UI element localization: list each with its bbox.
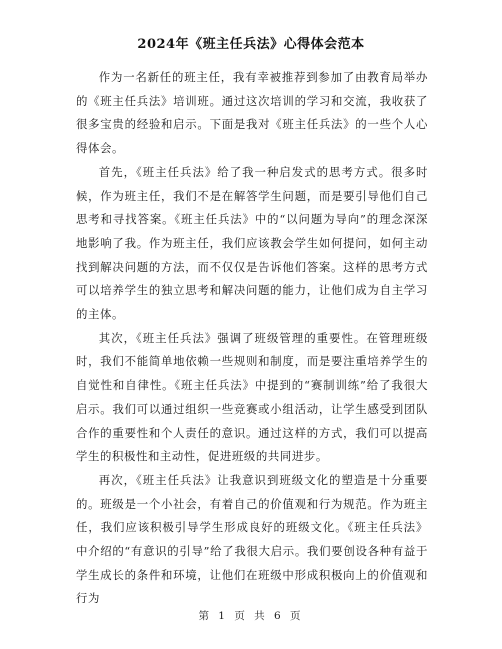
page-number-footer: 第 1 页 共 6 页 <box>198 610 304 622</box>
document-body <box>76 66 428 611</box>
paragraph-first-point: 首先，《班主任兵法》给了我一种启发式的思考方式。很多时候，作为班主任，我们不是在解答学生问题，而是要引导他们自己思考和寻找答案。《班主任兵法》中的“以问题为导向”的理念深深地影响了我。作为班主任，我们应该教会学生如何提问，如何主动找到解决问题的方法，而不仅仅是告诉他们答案。这样的思考方式可以培养学生的独立思考和解决问题的能力，让他们成为自主学习的主体。 <box>76 164 428 322</box>
paragraph-intro: 作为一名新任的班主任，我有幸被推荐到参加了由教育局举办的《班主任兵法》培训班。通过这次培训的学习和交流，我收获了很多宝贵的经验和启示。下面是我对《班主任兵法》的一些个人心得体会。 <box>76 70 428 156</box>
paragraph-second-point: 其次，《班主任兵法》强调了班级管理的重要性。在管理班级时，我们不能简单地依赖一些规则和制度，而是要注重培养学生的自觉性和自律性。《班主任兵法》中提到的“赛制训练”给了我很大启示。我们可以通过组织一些竞赛或小组活动，让学生感受到团队合作的重要性和个人责任的意识。通过这样的方式，我们可以提高学生的积极性和主动性，促进班级的共同进步。 <box>76 330 428 464</box>
document-title: 2024年《班主任兵法》心得体会范本 <box>137 37 365 52</box>
paragraph-third-point: 再次，《班主任兵法》让我意识到班级文化的塑造是十分重要的。班级是一个小社会，有着自己的价值观和行为规范。作为班主任，我们应该积极引导学生形成良好的班级文化。《班主任兵法》中介绍的“有意识的引导”给了我很大启示。我们要创设各种有益于学生成长的条件和环境，让他们在班级中形成积极向上的价值观和行为 <box>76 472 428 606</box>
